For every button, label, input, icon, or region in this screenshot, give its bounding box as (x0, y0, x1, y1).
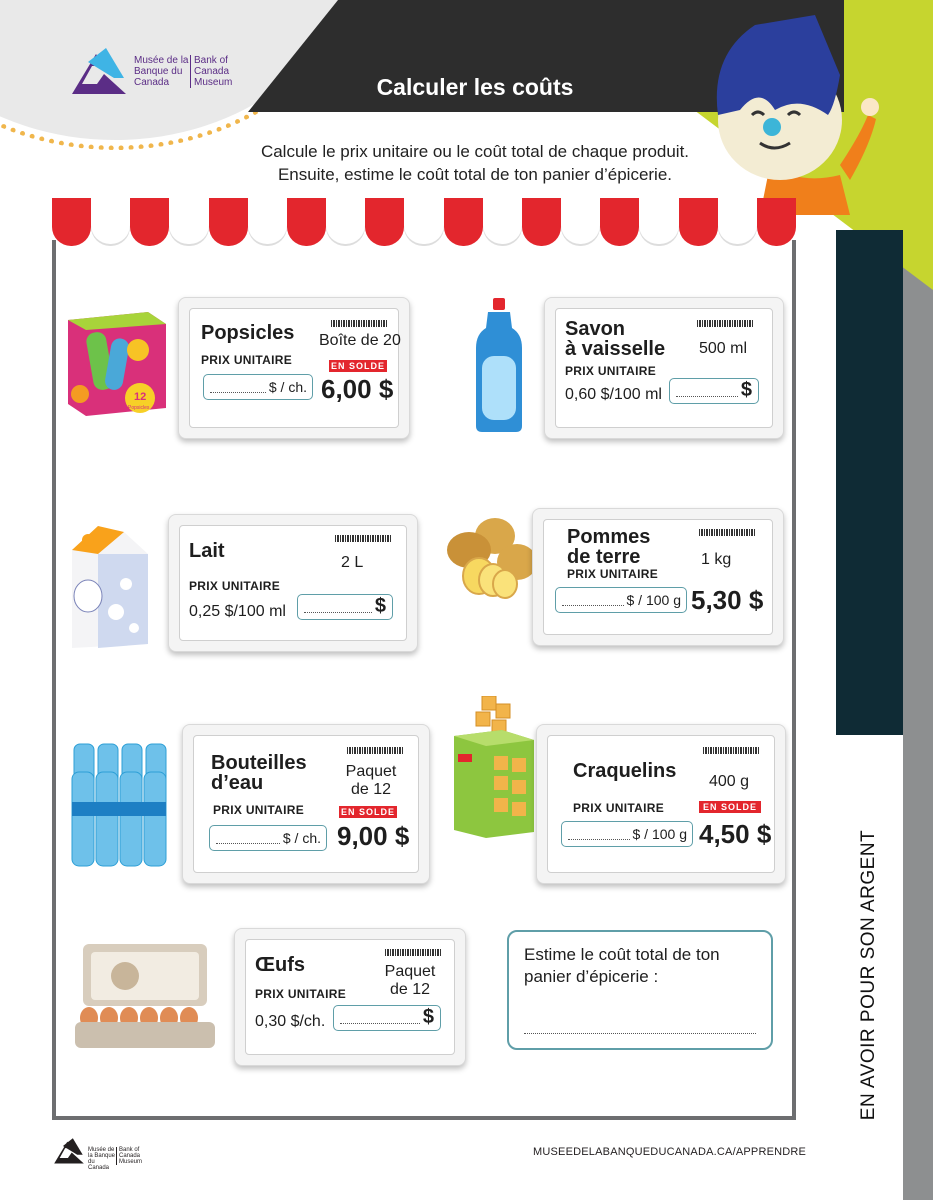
footer-logo-text-fr: Musée de la Banque du Canada (88, 1147, 116, 1171)
product-name (565, 319, 665, 359)
unit-price-input[interactable] (561, 821, 693, 847)
awning-stripe (169, 198, 208, 246)
awning-stripe (52, 198, 91, 246)
price-tag-popsicles (178, 297, 410, 439)
footer-logo-icon (52, 1138, 86, 1166)
product-name: Popsicles (201, 322, 295, 344)
unit-price-label: PRIX UNITAIRE (255, 987, 347, 1001)
unit-price-label: PRIX UNITAIRE (189, 579, 281, 593)
product-name-line-1: Pommes (567, 526, 651, 548)
product-name-line-2: de terre (567, 546, 641, 568)
instructions-line-1: Calcule le prix unitaire ou le coût total de chaque produit. (260, 142, 690, 161)
price-tag-eggs (234, 928, 466, 1066)
dish-soap-bottle-image (474, 298, 524, 433)
awning-stripe (326, 198, 365, 246)
dollar-sign: $ (422, 1006, 434, 1028)
milk-carton-image (68, 524, 152, 650)
awning-stripe (757, 198, 796, 246)
unit-price-input[interactable] (555, 587, 687, 613)
price-tag-milk (168, 514, 418, 652)
price-tag-potatoes (532, 508, 784, 646)
popsicles-box-image (68, 312, 166, 416)
awning-stripe (404, 198, 443, 246)
footer-url[interactable]: MUSEEDELABANQUEDUCANADA.CA/APPRENDRE (533, 1146, 807, 1158)
product-price: 9,00 $ (337, 821, 410, 851)
estimate-prompt: Estime le coût total de ton panier d’épicerie : (524, 945, 720, 986)
total-price-input[interactable] (669, 378, 759, 404)
product-size (341, 763, 401, 799)
barcode (703, 747, 759, 754)
awning-stripe (91, 198, 130, 246)
estimate-answer-line[interactable] (524, 1033, 756, 1034)
awning-stripe (444, 198, 483, 246)
awning-stripe (561, 198, 600, 246)
product-name-line-1: Savon (565, 318, 626, 340)
unit-price-label: PRIX UNITAIRE (573, 801, 665, 815)
barcode (347, 747, 403, 754)
awning-stripe (718, 198, 757, 246)
price-tag-crackers (536, 724, 786, 884)
estimate-box[interactable] (507, 930, 773, 1050)
product-name: Œufs (255, 954, 305, 976)
product-price: 4,50 $ (699, 819, 772, 849)
side-label: EN AVOIR POUR SON ARGENT (858, 829, 879, 1121)
awning-stripe (639, 198, 678, 246)
awning-stripe (522, 198, 561, 246)
awning-stripe (600, 198, 639, 246)
logo-text-en: Bank of Canada Museum (190, 55, 236, 88)
product-name: Lait (189, 540, 225, 562)
price-tag-dish-soap (544, 297, 784, 439)
field-unit: $ / ch. (268, 379, 307, 395)
product-name-line-2: à vaisselle (565, 338, 666, 360)
side-dark-panel (836, 230, 903, 735)
product-name: Craquelins (573, 760, 677, 782)
total-price-input[interactable] (333, 1005, 441, 1031)
unit-price-label: PRIX UNITAIRE (201, 353, 293, 367)
potatoes-image (445, 514, 539, 602)
sale-badge: EN SOLDE (330, 361, 385, 371)
total-price-input[interactable] (297, 594, 393, 620)
product-size (379, 963, 441, 999)
awning-stripe (365, 198, 404, 246)
product-size-line-2: de 12 (389, 981, 431, 998)
product-price: 6,00 $ (321, 374, 394, 404)
product-size: Boîte de 20 (319, 332, 401, 349)
field-unit: $ / 100 g (626, 592, 681, 608)
barcode (699, 529, 755, 536)
unit-price-value: 0,60 $/100 ml (565, 386, 662, 403)
awning-stripe (130, 198, 169, 246)
awning-stripe (248, 198, 287, 246)
awning-stripe (209, 198, 248, 246)
popsicles-box-label: 12 (134, 391, 147, 403)
egg-carton-image (75, 944, 215, 1050)
product-size-line-1: Paquet (345, 763, 397, 780)
barcode (385, 949, 441, 956)
product-price: 5,30 $ (691, 585, 764, 615)
barcode (335, 535, 391, 542)
product-name (567, 527, 650, 567)
crackers-box-image (452, 696, 536, 838)
unit-price-label: PRIX UNITAIRE (567, 567, 659, 581)
logo-text-fr: Musée de la Banque du Canada (134, 55, 189, 88)
awning-stripe (483, 198, 522, 246)
unit-price-value: 0,30 $/ch. (255, 1013, 326, 1030)
product-size: 400 g (709, 773, 750, 790)
barcode (331, 320, 387, 327)
product-name-line-1: Bouteilles (211, 752, 307, 774)
product-size: 500 ml (699, 340, 748, 357)
unit-price-value: 0,25 $/100 ml (189, 603, 286, 620)
dollar-sign: $ (374, 595, 386, 617)
field-unit: $ / ch. (282, 830, 321, 846)
price-tag-water (182, 724, 430, 884)
unit-price-input[interactable] (203, 374, 313, 400)
product-name (211, 753, 307, 793)
awning-stripe (287, 198, 326, 246)
page-title: Calculer les coûts (376, 74, 574, 100)
product-size-line-1: Paquet (384, 963, 436, 980)
water-bottles-image (70, 742, 170, 870)
unit-price-label: PRIX UNITAIRE (213, 803, 305, 817)
footer-logo-text-en: Bank of Canada Museum (116, 1147, 143, 1165)
field-unit: $ / 100 g (632, 826, 687, 842)
museum-logo-icon (68, 48, 130, 98)
product-size: 1 kg (701, 551, 732, 568)
sale-badge: EN SOLDE (340, 807, 395, 817)
sale-badge: EN SOLDE (699, 801, 761, 813)
instructions (200, 140, 750, 186)
unit-price-label: PRIX UNITAIRE (565, 364, 657, 378)
popsicles-box-sublabel: Popsicles (128, 405, 150, 411)
product-size: 2 L (341, 554, 364, 571)
barcode (697, 320, 753, 327)
dollar-sign: $ (740, 379, 752, 401)
instructions-line-2: Ensuite, estime le coût total de ton panier d’épicerie. (277, 165, 673, 184)
unit-price-input[interactable] (209, 825, 327, 851)
product-name-line-2: d’eau (211, 772, 264, 794)
product-size-line-2: de 12 (350, 781, 392, 798)
awning-stripe (679, 198, 718, 246)
